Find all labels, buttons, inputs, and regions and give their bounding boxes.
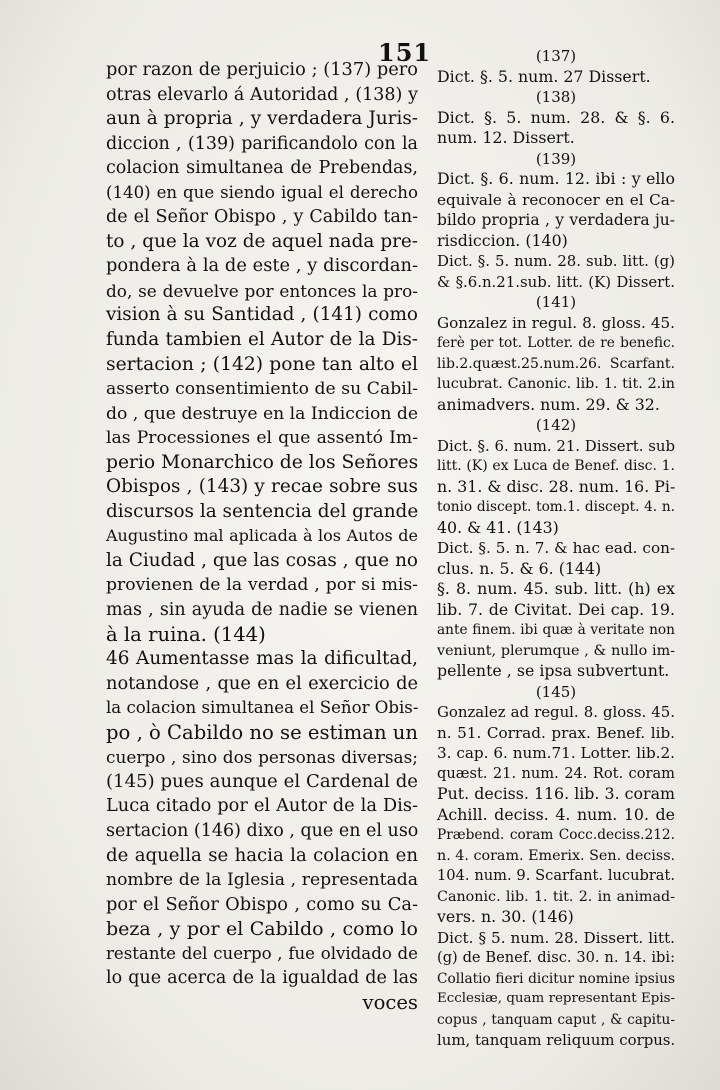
note-line: Put. deciss. 116. lib. 3. coram	[437, 784, 675, 803]
text-line: la Ciudad , que las cosas , que no	[106, 549, 418, 571]
note-line: Gonzalez ad regul. 8. gloss. 45.	[437, 703, 675, 721]
note-line: litt. (K) ex Luca de Benef. disc. 1.	[437, 458, 675, 474]
catchword: voces	[362, 990, 418, 1014]
text-line: notandose , que en el exercicio de	[106, 672, 418, 694]
text-line: do , que destruye en la Indiccion de	[106, 403, 419, 424]
text-line: las Processiones el que assentó Im-	[106, 428, 418, 449]
text-line: asserto consentimiento de su Cabil-	[106, 379, 418, 400]
text-line: do, se devuelve por entonces la pro-	[106, 280, 418, 301]
note-line: 3. cap. 6. num.71. Lotter. lib.2.	[437, 744, 675, 762]
text-line: de aquella se hacia la colacion en	[106, 844, 418, 866]
note-line: animadvers. num. 29. & 32.	[437, 394, 660, 414]
text-line: lo que acerca de la igualdad de las	[106, 968, 418, 989]
text-line: beza , y por el Cabildo , como lo	[106, 918, 418, 941]
notes-column	[437, 46, 675, 1051]
note-line: bildo propria , y verdadera ju-	[437, 211, 675, 229]
note-line: Achill. deciss. 4. num. 10. de	[437, 804, 675, 824]
text-line: to , que la voz de aquel nada pre-	[106, 230, 418, 252]
text-line: sertacion (146) dixo , que en el uso	[106, 820, 419, 841]
note-line: n. 51. Corrad. prax. Benef. lib.	[437, 723, 675, 742]
note-line: copus , tanquam caput , & capitu-	[437, 1011, 675, 1028]
note-line: quæst. 21. num. 24. Rot. coram	[437, 764, 675, 782]
paragraph-46-start: 46 Aumentasse mas la dificultad,	[106, 648, 418, 670]
note-number: (138)	[535, 88, 577, 106]
text-line: provienen de la verdad , por si mis-	[106, 575, 418, 596]
text-line: pondera à la de este , y discordan-	[106, 255, 418, 277]
text-line: Augustino mal aplicada à los Autos de	[106, 526, 418, 546]
note-number: (141)	[535, 293, 577, 311]
note-line: Dict. §. 6. num. 12. ibi : y ello	[437, 169, 675, 188]
note-line: lucubrat. Canonic. lib. 1. tit. 2.in	[437, 376, 675, 392]
note-line: vers. n. 30. (146)	[437, 907, 574, 926]
note-number: (137)	[535, 47, 577, 65]
note-line: num. 12. Dissert.	[437, 128, 575, 147]
text-line: (145) pues aunque el Cardenal de	[106, 770, 418, 792]
text-line: sertacion ; (142) pone tan alto el	[106, 353, 418, 375]
text-line: po , ò Cabildo no se estiman un	[106, 720, 419, 744]
note-line: Dict. §. 5. n. 7. & hac ead. con-	[437, 539, 675, 557]
note-number: (139)	[535, 149, 577, 168]
note-number: (142)	[535, 416, 577, 434]
text-line: por razon de perjuicio ; (137) pero	[106, 59, 418, 80]
text-line: de el Señor Obispo , y Cabildo tan-	[106, 207, 418, 228]
text-line: diccion , (139) parificandolo con la	[106, 133, 418, 154]
note-line: risdiccion. (140)	[437, 230, 568, 250]
text-line: (140) en que siendo igual el derecho	[106, 182, 418, 202]
note-line: Dict. §. 6. num. 21. Dissert. sub	[437, 436, 675, 455]
main-text-column	[106, 58, 418, 1015]
note-number: (145)	[535, 682, 577, 701]
text-line: Obispos , (143) y recae sobre sus	[106, 476, 418, 498]
text-line: discursos la sentencia del grande	[106, 500, 419, 522]
text-line: restante del cuerpo , fue olvidado de	[106, 943, 418, 963]
note-line: Canonic. lib. 1. tit. 2. in animad-	[437, 888, 675, 905]
note-line: Ecclesiæ, quam representant Epis-	[437, 991, 675, 1006]
text-line: otras elevarlo á Autoridad , (138) y	[106, 84, 418, 105]
note-line: ante finem. ibi quæ à veritate non	[437, 622, 675, 638]
note-line: Dict. §. 5. num. 28. & §. 6.	[437, 107, 675, 127]
note-line: §. 8. num. 45. sub. litt. (h) ex	[437, 579, 675, 598]
note-line: (g) de Benef. disc. 30. n. 14. ibi:	[437, 949, 675, 966]
note-line: lib. 7. de Civitat. Dei cap. 19.	[437, 599, 675, 619]
text-line: à la ruina. (144)	[106, 622, 266, 646]
note-line: Gonzalez in regul. 8. gloss. 45.	[437, 313, 675, 332]
note-line: 40. & 41. (143)	[437, 517, 559, 537]
text-line: aun à propria , y verdadera Juris-	[106, 108, 418, 130]
page-number: 151	[378, 38, 432, 67]
note-line: veniunt, plerumque , & nullo im-	[437, 642, 675, 659]
note-line: n. 31. & disc. 28. num. 16. Pi-	[437, 476, 676, 496]
text-line: la colacion simultanea el Señor Obis-	[106, 698, 419, 718]
note-line: equivale à reconocer en el Ca-	[437, 190, 675, 209]
text-line: perio Monarchico de los Señores	[106, 451, 419, 473]
text-line: colacion simultanea de Prebendas,	[106, 158, 418, 179]
note-line: ferè per tot. Lotter. de re benefic.	[437, 335, 675, 351]
note-line: & §.6.n.21.sub. litt. (K) Dissert.	[437, 272, 675, 291]
note-line: Dict. §. 5. num. 28. sub. litt. (g)	[437, 252, 675, 270]
note-line: Collatio fieri dicitur nomine ipsius	[437, 970, 675, 987]
note-line: 104. num. 9. Scarfant. lucubrat.	[437, 867, 675, 884]
note-line: lum, tanquam reliquum corpus.	[437, 1031, 676, 1049]
note-line: Præbend. coram Cocc.deciss.212.	[437, 827, 675, 843]
note-line: pellente , se ipsa subvertunt.	[437, 661, 670, 680]
note-line: tonio discept. tom.1. discept. 4. n.	[437, 499, 675, 515]
text-line: Luca citado por el Autor de la Dis-	[106, 795, 418, 817]
note-line: clus. n. 5. & 6. (144)	[437, 558, 602, 578]
note-line: Dict. §. 5. num. 27 Dissert.	[437, 66, 651, 86]
note-line: n. 4. coram. Emerix. Sen. deciss.	[437, 847, 676, 864]
text-line: funda tambien el Autor de la Dis-	[106, 329, 418, 351]
text-line: vision à su Santidad , (141) como	[106, 304, 418, 326]
text-line: mas , sin ayuda de nadie se vienen	[106, 600, 418, 621]
text-line: por el Señor Obispo , como su Ca-	[106, 893, 418, 915]
note-line: lib.2.quæst.25.num.26. Scarfant.	[437, 355, 675, 372]
text-line: cuerpo , sino dos personas diversas;	[106, 747, 418, 768]
note-line: Dict. § 5. num. 28. Dissert. litt.	[437, 928, 675, 947]
text-line: nombre de la Iglesia , representada	[106, 870, 418, 891]
